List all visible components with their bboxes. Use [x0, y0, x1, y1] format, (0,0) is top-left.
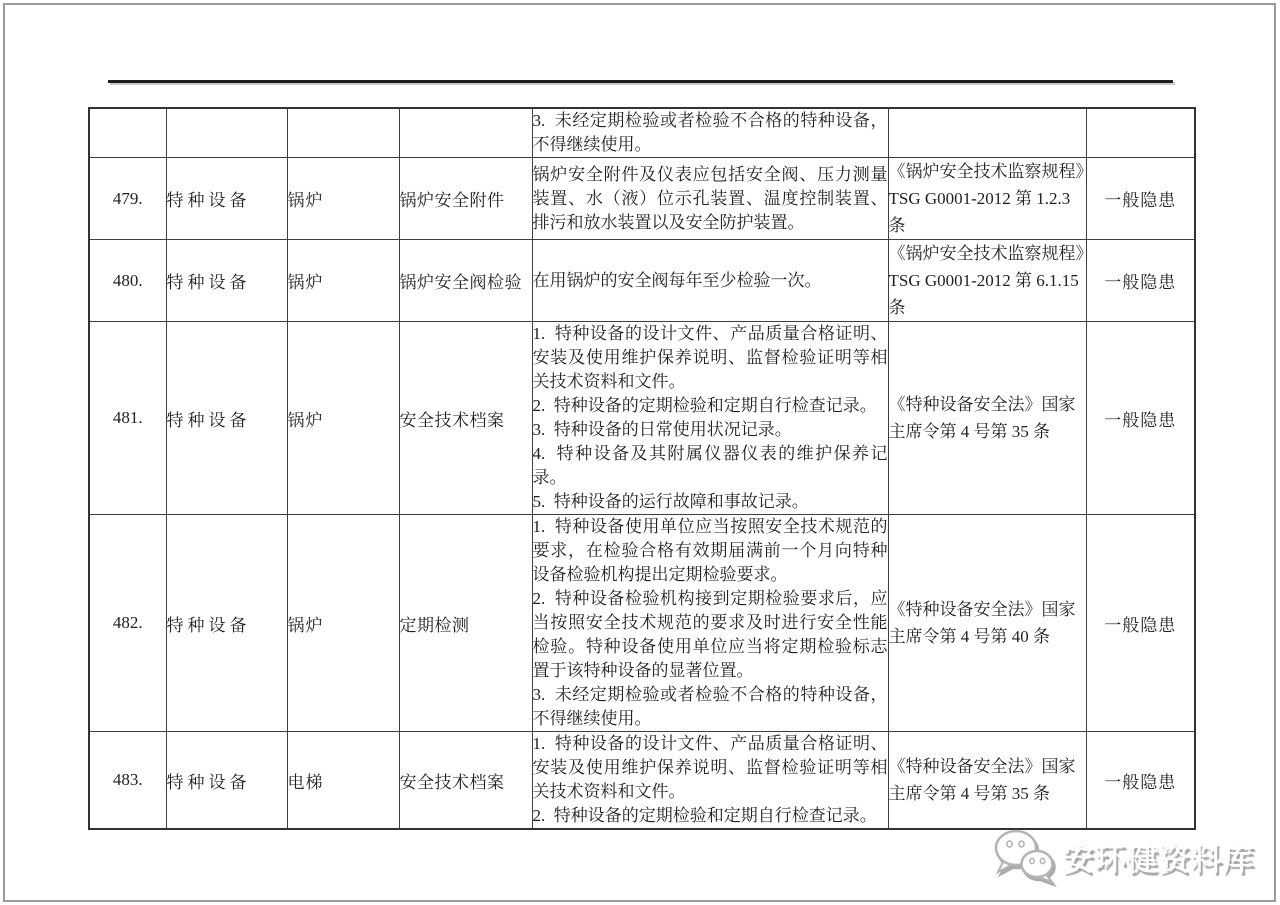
requirement-cell: 1. 特种设备的设计文件、产品质量合格证明、安装及使用维护保养说明、监督检验证明等相关技术资料和文件。 2. 特种设备的定期检验和定期自行检查记录。 — [532, 732, 888, 830]
row-number-cell: 479. — [89, 158, 166, 240]
legal-basis-cell: 《锅炉安全技术监察规程》TSG G0001-2012 第 1.2.3 条 — [888, 158, 1086, 240]
watermark-label: 安环健资料库 — [1063, 841, 1255, 877]
table-row — [89, 732, 1195, 830]
hazard-level-cell: 一般隐患 — [1086, 515, 1195, 732]
equipment-cell — [287, 108, 399, 158]
requirement-cell: 在用锅炉的安全阀每年至少检验一次。 — [532, 240, 888, 322]
check-item-cell: 锅炉安全附件 — [399, 158, 532, 240]
table-row — [89, 515, 1195, 732]
category-cell: 特种设备 — [166, 158, 287, 240]
table-row — [89, 240, 1195, 322]
equipment-cell: 电梯 — [287, 732, 399, 830]
legal-basis-cell: 《特种设备安全法》国家主席令第 4 号第 40 条 — [888, 515, 1086, 732]
equipment-cell: 锅炉 — [287, 158, 399, 240]
category-cell: 特种设备 — [166, 515, 287, 732]
top-horizontal-rule — [108, 80, 1173, 83]
row-number-cell: 482. — [89, 515, 166, 732]
table-row — [89, 108, 1195, 158]
category-cell — [166, 108, 287, 158]
equipment-cell: 锅炉 — [287, 515, 399, 732]
hazard-inspection-table — [88, 107, 1196, 830]
watermark — [993, 824, 1255, 888]
requirement-cell: 3. 未经定期检验或者检验不合格的特种设备，不得继续使用。 — [532, 108, 888, 158]
check-item-cell — [399, 108, 532, 158]
wechat-icon — [993, 827, 1057, 885]
legal-basis-cell: 《特种设备安全法》国家主席令第 4 号第 35 条 — [888, 732, 1086, 830]
hazard-level-cell — [1086, 108, 1195, 158]
equipment-cell: 锅炉 — [287, 240, 399, 322]
row-number-cell: 481. — [89, 322, 166, 515]
legal-basis-cell — [888, 108, 1086, 158]
check-item-cell: 定期检测 — [399, 515, 532, 732]
category-cell: 特种设备 — [166, 240, 287, 322]
hazard-level-cell: 一般隐患 — [1086, 158, 1195, 240]
row-number-cell: 483. — [89, 732, 166, 830]
row-number-cell: 480. — [89, 240, 166, 322]
table-row — [89, 158, 1195, 240]
requirement-cell: 1. 特种设备使用单位应当按照安全技术规范的要求，在检验合格有效期届满前一个月向特种设备检验机构提出定期检验要求。 2. 特种设备检验机构接到定期检验要求后，应当按照安全技术规范的要求及时进行安全性能检验。特种设备使用单位应当将定期检验标志置于该特种设备的显著位置。 3. 未经定期检验或者检验不合格的特种设备，不得继续使用。 — [532, 515, 888, 732]
table-row — [89, 322, 1195, 515]
hazard-level-cell: 一般隐患 — [1086, 732, 1195, 830]
check-item-cell: 安全技术档案 — [399, 732, 532, 830]
category-cell: 特种设备 — [166, 732, 287, 830]
equipment-cell: 锅炉 — [287, 322, 399, 515]
requirement-cell: 1. 特种设备的设计文件、产品质量合格证明、安装及使用维护保养说明、监督检验证明等相关技术资料和文件。 2. 特种设备的定期检验和定期自行检查记录。 3. 特种设备的日常使用状况记录。 4. 特种设备及其附属仪器仪表的维护保养记录。 5. 特种设备的运行故障和事故记录。 — [532, 322, 888, 515]
legal-basis-cell: 《特种设备安全法》国家主席令第 4 号第 35 条 — [888, 322, 1086, 515]
row-number-cell — [89, 108, 166, 158]
check-item-cell: 安全技术档案 — [399, 322, 532, 515]
legal-basis-cell: 《锅炉安全技术监察规程》TSG G0001-2012 第 6.1.15 条 — [888, 240, 1086, 322]
hazard-level-cell: 一般隐患 — [1086, 240, 1195, 322]
requirement-cell: 锅炉安全附件及仪表应包括安全阀、压力测量装置、水（液）位示孔装置、温度控制装置、排污和放水装置以及安全防护装置。 — [532, 158, 888, 240]
category-cell: 特种设备 — [166, 322, 287, 515]
hazard-level-cell: 一般隐患 — [1086, 322, 1195, 515]
check-item-cell: 锅炉安全阀检验 — [399, 240, 532, 322]
